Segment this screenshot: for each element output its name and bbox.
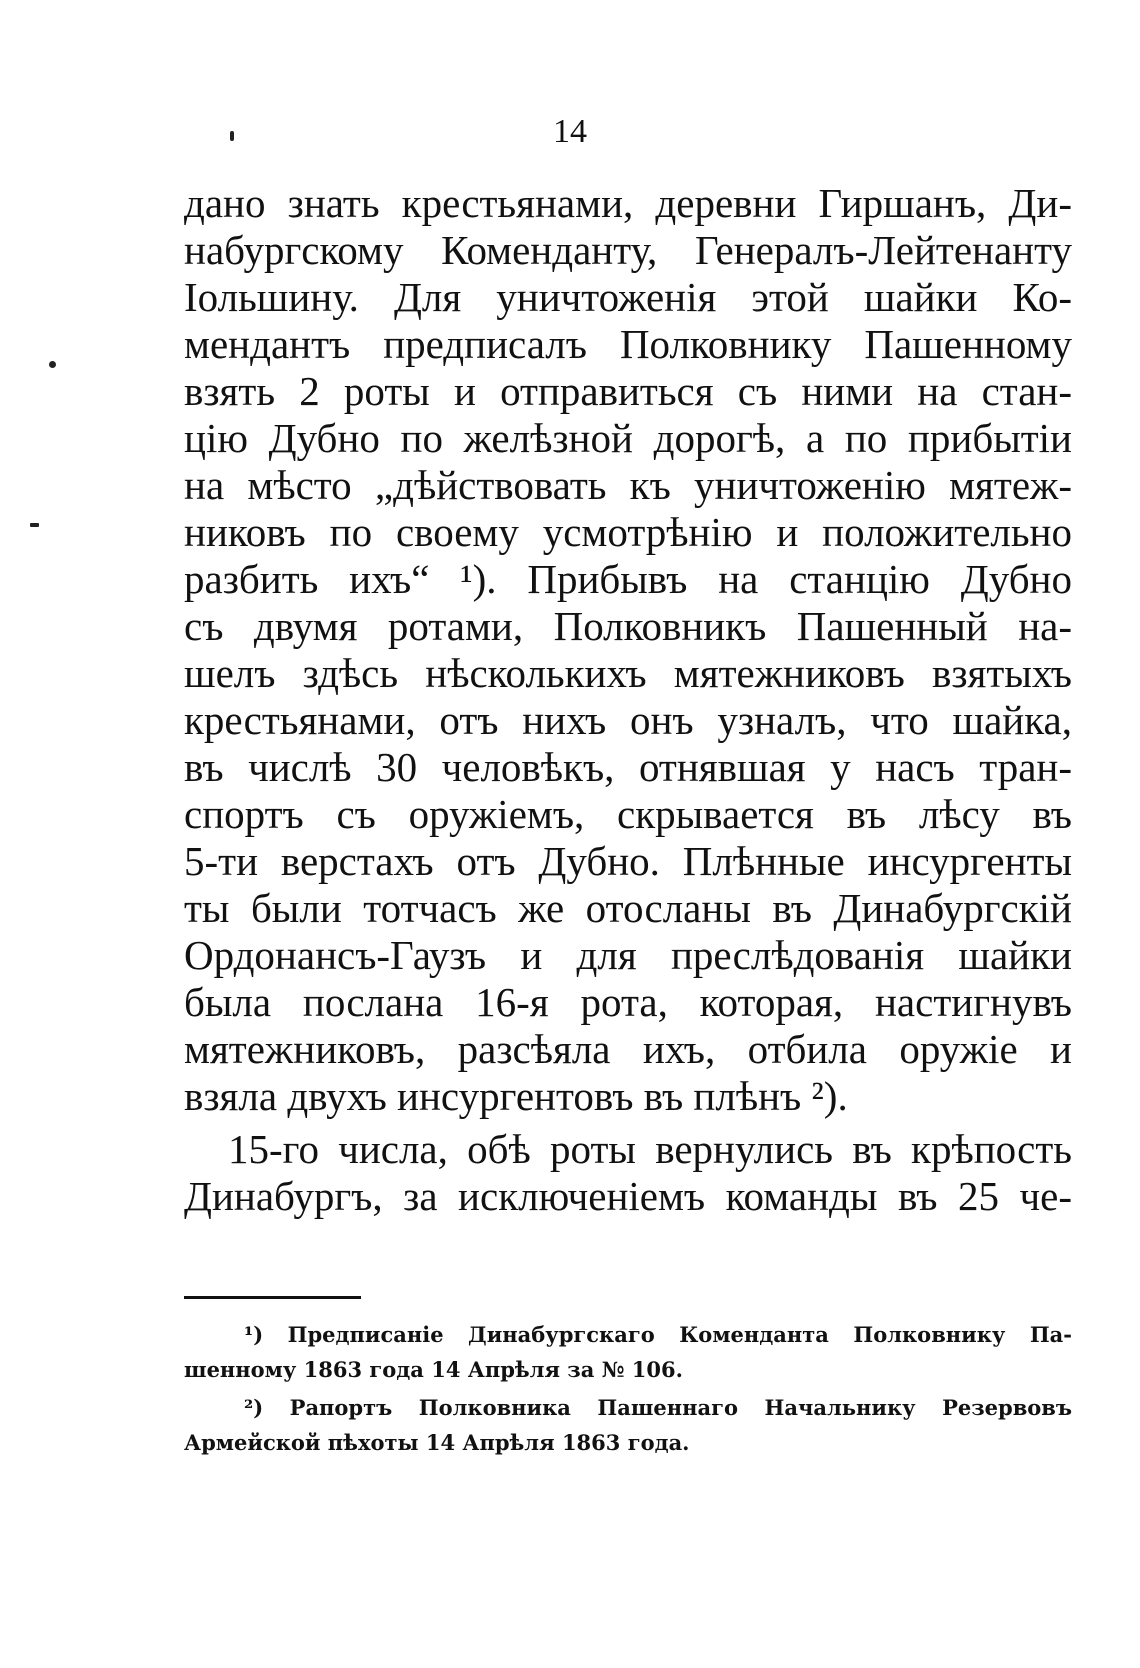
body-line: ты были тотчасъ же отосланы въ Динабургскій bbox=[184, 885, 1072, 931]
body-line: въ числѣ 30 человѣкъ, отнявшая у насъ тран- bbox=[184, 744, 1072, 790]
body-line: разбить ихъ“ ¹). Прибывъ на станцію Дубно bbox=[184, 556, 1072, 602]
body-line: взять 2 роты и отправиться съ ними на стан- bbox=[184, 368, 1072, 414]
body-line: съ двумя ротами, Полковникъ Пашенный на- bbox=[184, 603, 1072, 649]
body-line: Динабургъ, за исключеніемъ команды въ 25 че- bbox=[184, 1173, 1072, 1219]
body-line: никовъ по своему усмотрѣнію и положительно bbox=[184, 509, 1072, 555]
body-line: мендантъ предписалъ Полковнику Пашенному bbox=[184, 321, 1072, 367]
footnote-line: ²) Рапортъ Полковника Пашеннаго Начальнику Резервовъ bbox=[244, 1395, 1072, 1420]
footnote-line: Армейской пѣхоты 14 Апрѣля 1863 года. bbox=[184, 1430, 690, 1455]
body-line: 5-ти верстахъ отъ Дубно. Плѣнные инсургенты bbox=[184, 838, 1072, 884]
body-line: мятежниковъ, разсѣяла ихъ, отбила оружіе и bbox=[184, 1026, 1072, 1072]
body-line: Ордонансъ-Гаузъ и для преслѣдованія шайки bbox=[184, 932, 1072, 978]
body-line: цію Дубно по желѣзной дорогѣ, а по прибытіи bbox=[184, 415, 1072, 461]
margin-speck bbox=[30, 523, 39, 527]
body-line: на мѣсто „дѣйствовать къ уничтоженію мятеж- bbox=[184, 462, 1072, 508]
footnote-line: ¹) Предписаніе Динабургскаго Коменданта Полковнику Па- bbox=[244, 1322, 1072, 1347]
margin-speck bbox=[230, 131, 234, 141]
body-line: крестьянами, отъ нихъ онъ узналъ, что шайка, bbox=[184, 697, 1072, 743]
body-line: спортъ съ оружіемъ, скрывается въ лѣсу въ bbox=[184, 791, 1072, 837]
body-line: была послана 16-я рота, которая, настигнувъ bbox=[184, 979, 1072, 1025]
body-line: Іольшину. Для уничтоженія этой шайки Ко- bbox=[184, 274, 1072, 320]
footnote-separator bbox=[184, 1296, 361, 1299]
page-number: 14 bbox=[553, 113, 587, 150]
margin-speck bbox=[49, 361, 56, 368]
body-line: набургскому Коменданту, Генералъ-Лейтенанту bbox=[184, 227, 1072, 273]
body-line: шелъ здѣсь нѣсколькихъ мятежниковъ взятыхъ bbox=[184, 650, 1072, 696]
body-line: 15-го числа, обѣ роты вернулись въ крѣпость bbox=[228, 1126, 1072, 1172]
footnote-line: шенному 1863 года 14 Апрѣля за № 106. bbox=[184, 1357, 683, 1382]
body-line: дано знать крестьянами, деревни Гиршанъ, Ди- bbox=[184, 180, 1072, 226]
body-line: взяла двухъ инсургентовъ въ плѣнъ ²). bbox=[184, 1073, 848, 1119]
